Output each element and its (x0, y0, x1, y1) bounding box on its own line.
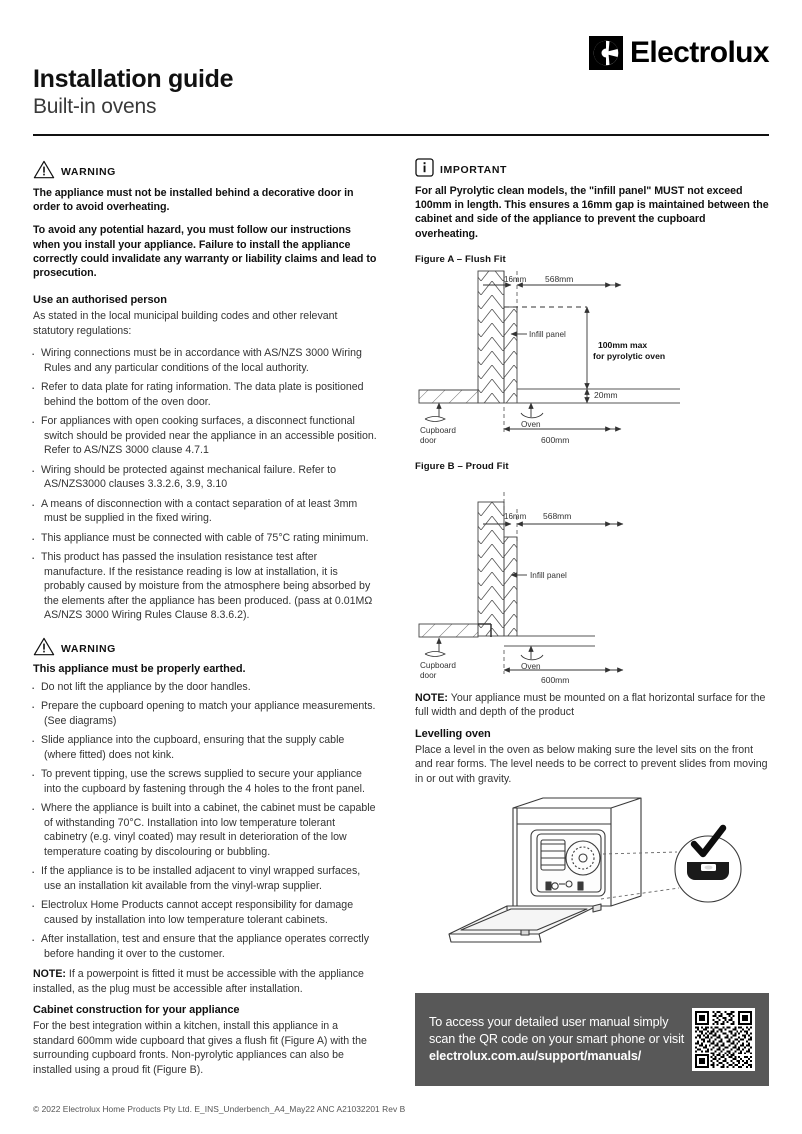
warning-callout-2 (33, 637, 379, 656)
cabinet-construction-heading: Cabinet construction for your appliance (33, 1004, 240, 1017)
authorised-person-heading: Use an authorised person (33, 294, 167, 307)
list-item: · Electrolux Home Products cannot accept responsibility for damage caused by installation into low temperature tolerant cabinets. (33, 898, 379, 927)
list-item: · Prepare the cupboard opening to match your appliance measurements. (See diagrams) (33, 699, 379, 728)
brand-wordmark: Electrolux (629, 36, 769, 69)
list-item: · Slide appliance into the cupboard, ensuring that the supply cable (where fitted) does not kink. (33, 733, 379, 762)
qr-panel-text (429, 1014, 692, 1065)
list-item: · Where the appliance is built into a cabinet, the cabinet must be capable of withstanding 70°C. Installation into low temperature tolerant cabinetry (e.g. vinyl coated) may result in deterioration of the low temperature coating by discolouring or bubbling. (33, 801, 379, 859)
note-label: NOTE: (415, 691, 448, 704)
list-item: · Do not lift the appliance by the door handles. (33, 680, 379, 695)
fig-a-width-label: 600mm (541, 434, 570, 445)
list-item: · For appliances with open cooking surfaces, a disconnect functional switch should be provided near the appliance in an accessible position. Refer to AS/NZS 3000 clause 4.7.1 (33, 414, 379, 458)
qr-text-url: electrolux.com.au/support/manuals/ (429, 1049, 642, 1064)
warning-triangle-icon (33, 637, 55, 656)
list-item: · A means of disconnection with a contact separation of at least 3mm must be supplied in the fixed wiring. (33, 497, 379, 526)
page-header (33, 36, 769, 141)
list-item: · To prevent tipping, use the screws supplied to secure your appliance into the cupboard by fastening through the 4 holes to the front panel. (33, 767, 379, 796)
warning1-para1: The appliance must not be installed behind a decorative door in order to avoid overheating. (33, 187, 354, 214)
fig-a-cupboard-line2: door (420, 435, 437, 445)
fig-a-depth-label: 568mm (545, 273, 574, 284)
important-callout (415, 158, 769, 177)
figure-b-diagram (415, 474, 769, 686)
list-item: · Refer to data plate for rating information. The data plate is positioned behind the bottom of the oven door. (33, 380, 379, 409)
levelling-oven-heading: Levelling oven (415, 727, 491, 740)
brand-logo (589, 36, 769, 70)
footer-text: © 2022 Electrolux Home Products Pty Ltd. E_INS_Underbench_A4_May22 ANC A21032201 Rev B (33, 1104, 406, 1114)
fig-b-oven-label: Oven (521, 661, 541, 671)
fig-b-gap-label: 16mm (504, 511, 527, 521)
list-item: · This product has passed the insulation resistance test after manufacture. If the resistance reading is low at installation, it is probably caused by moisture from the atmosphere being absorbed by the elements after the appliance has been produced. (pass at 0.01MΩ AS/NZS 3000 Wiring Rules Clause 8.3.6.2). (33, 550, 379, 623)
fig-b-infill-label: Infill panel (530, 570, 567, 580)
figure-b-caption: Figure B – Proud Fit (415, 460, 509, 472)
powerpoint-note (33, 967, 379, 996)
flat-surface-note (415, 691, 769, 720)
spirit-level-check-icon (675, 828, 741, 902)
warning-label: WARNING (61, 166, 116, 178)
important-text: For all Pyrolytic clean models, the "infill panel" MUST not exceed 100mm in length. This ensures a 16mm gap is maintained between the cabinet and side of the appliance to prevent the cupboard overheating. (415, 185, 769, 240)
levelling-oven-text: Place a level in the oven as below making sure the level sits on the front and rear forms. The level needs to be correct to prevent slides from moving in or out with gravity. (415, 743, 768, 785)
fig-b-depth-label: 568mm (543, 510, 572, 521)
list-item: · If the appliance is to be installed adjacent to vinyl wrapped surfaces, use an installation kit available from the vinyl-wrap supplier. (33, 864, 379, 893)
earthing-bullets (33, 680, 379, 962)
fig-a-gap-label: 16mm (504, 274, 527, 284)
important-label: IMPORTANT (440, 164, 508, 176)
warning-triangle-icon (33, 160, 55, 179)
page-title: Installation guide (33, 65, 234, 93)
fig-a-height-label: 20mm (594, 389, 618, 400)
warning1-para2: To avoid any potential hazard, you must follow our instructions when you install your appliance. Failure to install the appliance correctly could invalidate any warranty or liability claims and lead to prosecution. (33, 224, 377, 280)
fig-a-cupboard-line1: Cupboard (420, 425, 456, 435)
fig-b-cupboard-line1: Cupboard (420, 660, 456, 670)
list-item: · Wiring connections must be in accordance with AS/NZS 3000 Wiring Rules and any particular conditions of the local authority. (33, 346, 379, 375)
note-label: NOTE: (33, 968, 66, 981)
left-column (33, 160, 379, 1085)
oven-with-open-door-illustration (415, 794, 769, 964)
list-item: · This appliance must be connected with cable of 75°C rating minimum. (33, 531, 379, 546)
qr-code-icon[interactable] (692, 1008, 755, 1071)
fig-a-oven-label: Oven (521, 419, 541, 429)
electrolux-logo-icon (589, 36, 623, 70)
fig-a-max-line2: for pyrolytic oven (593, 350, 666, 361)
note-text: If a powerpoint is fitted it must be accessible with the appliance installed, as the plug must be accessible after installation. (33, 968, 364, 995)
qr-manual-panel (415, 993, 769, 1086)
cabinet-construction-text: For the best integration within a kitchen, install this appliance in a standard 600mm wide cupboard that gives a flush fit (Figure A) with the surrounding cupboard fronts. Non-pyrolytic appliances can also be installed using a proud fit (Figure B). (33, 1020, 367, 1076)
warning-label: WARNING (61, 642, 116, 655)
list-item: · After installation, test and ensure that the appliance operates correctly before handing it over to the customer. (33, 932, 379, 961)
qr-text-plain: To access your detailed user manual simply scan the QR code on your smart phone or visit (429, 1014, 685, 1046)
note-text: Your appliance must be mounted on a flat horizontal surface for the full width and depth of the product (415, 691, 766, 719)
authorised-person-intro: As stated in the local municipal building codes and other relevant statutory regulations: (33, 310, 338, 337)
figure-a-diagram (415, 267, 769, 459)
fig-b-width-label: 600mm (541, 674, 570, 685)
fig-a-max-line1: 100mm max (598, 339, 648, 350)
authorised-person-bullets (33, 346, 379, 623)
warning-callout-1 (33, 160, 379, 179)
right-column (415, 158, 769, 964)
list-item: · Wiring should be protected against mechanical failure. Refer to AS/NZS3000 clauses 3.3.2.6, 3.9, 3.10 (33, 463, 379, 492)
info-icon (415, 158, 434, 177)
fig-b-cupboard-line2: door (420, 670, 437, 680)
figure-a-caption: Figure A – Flush Fit (415, 253, 506, 265)
page-subtitle: Built-in ovens (33, 95, 157, 118)
earthing-heading: This appliance must be properly earthed. (33, 662, 246, 675)
header-divider (33, 134, 769, 136)
fig-a-infill-label: Infill panel (529, 329, 566, 339)
